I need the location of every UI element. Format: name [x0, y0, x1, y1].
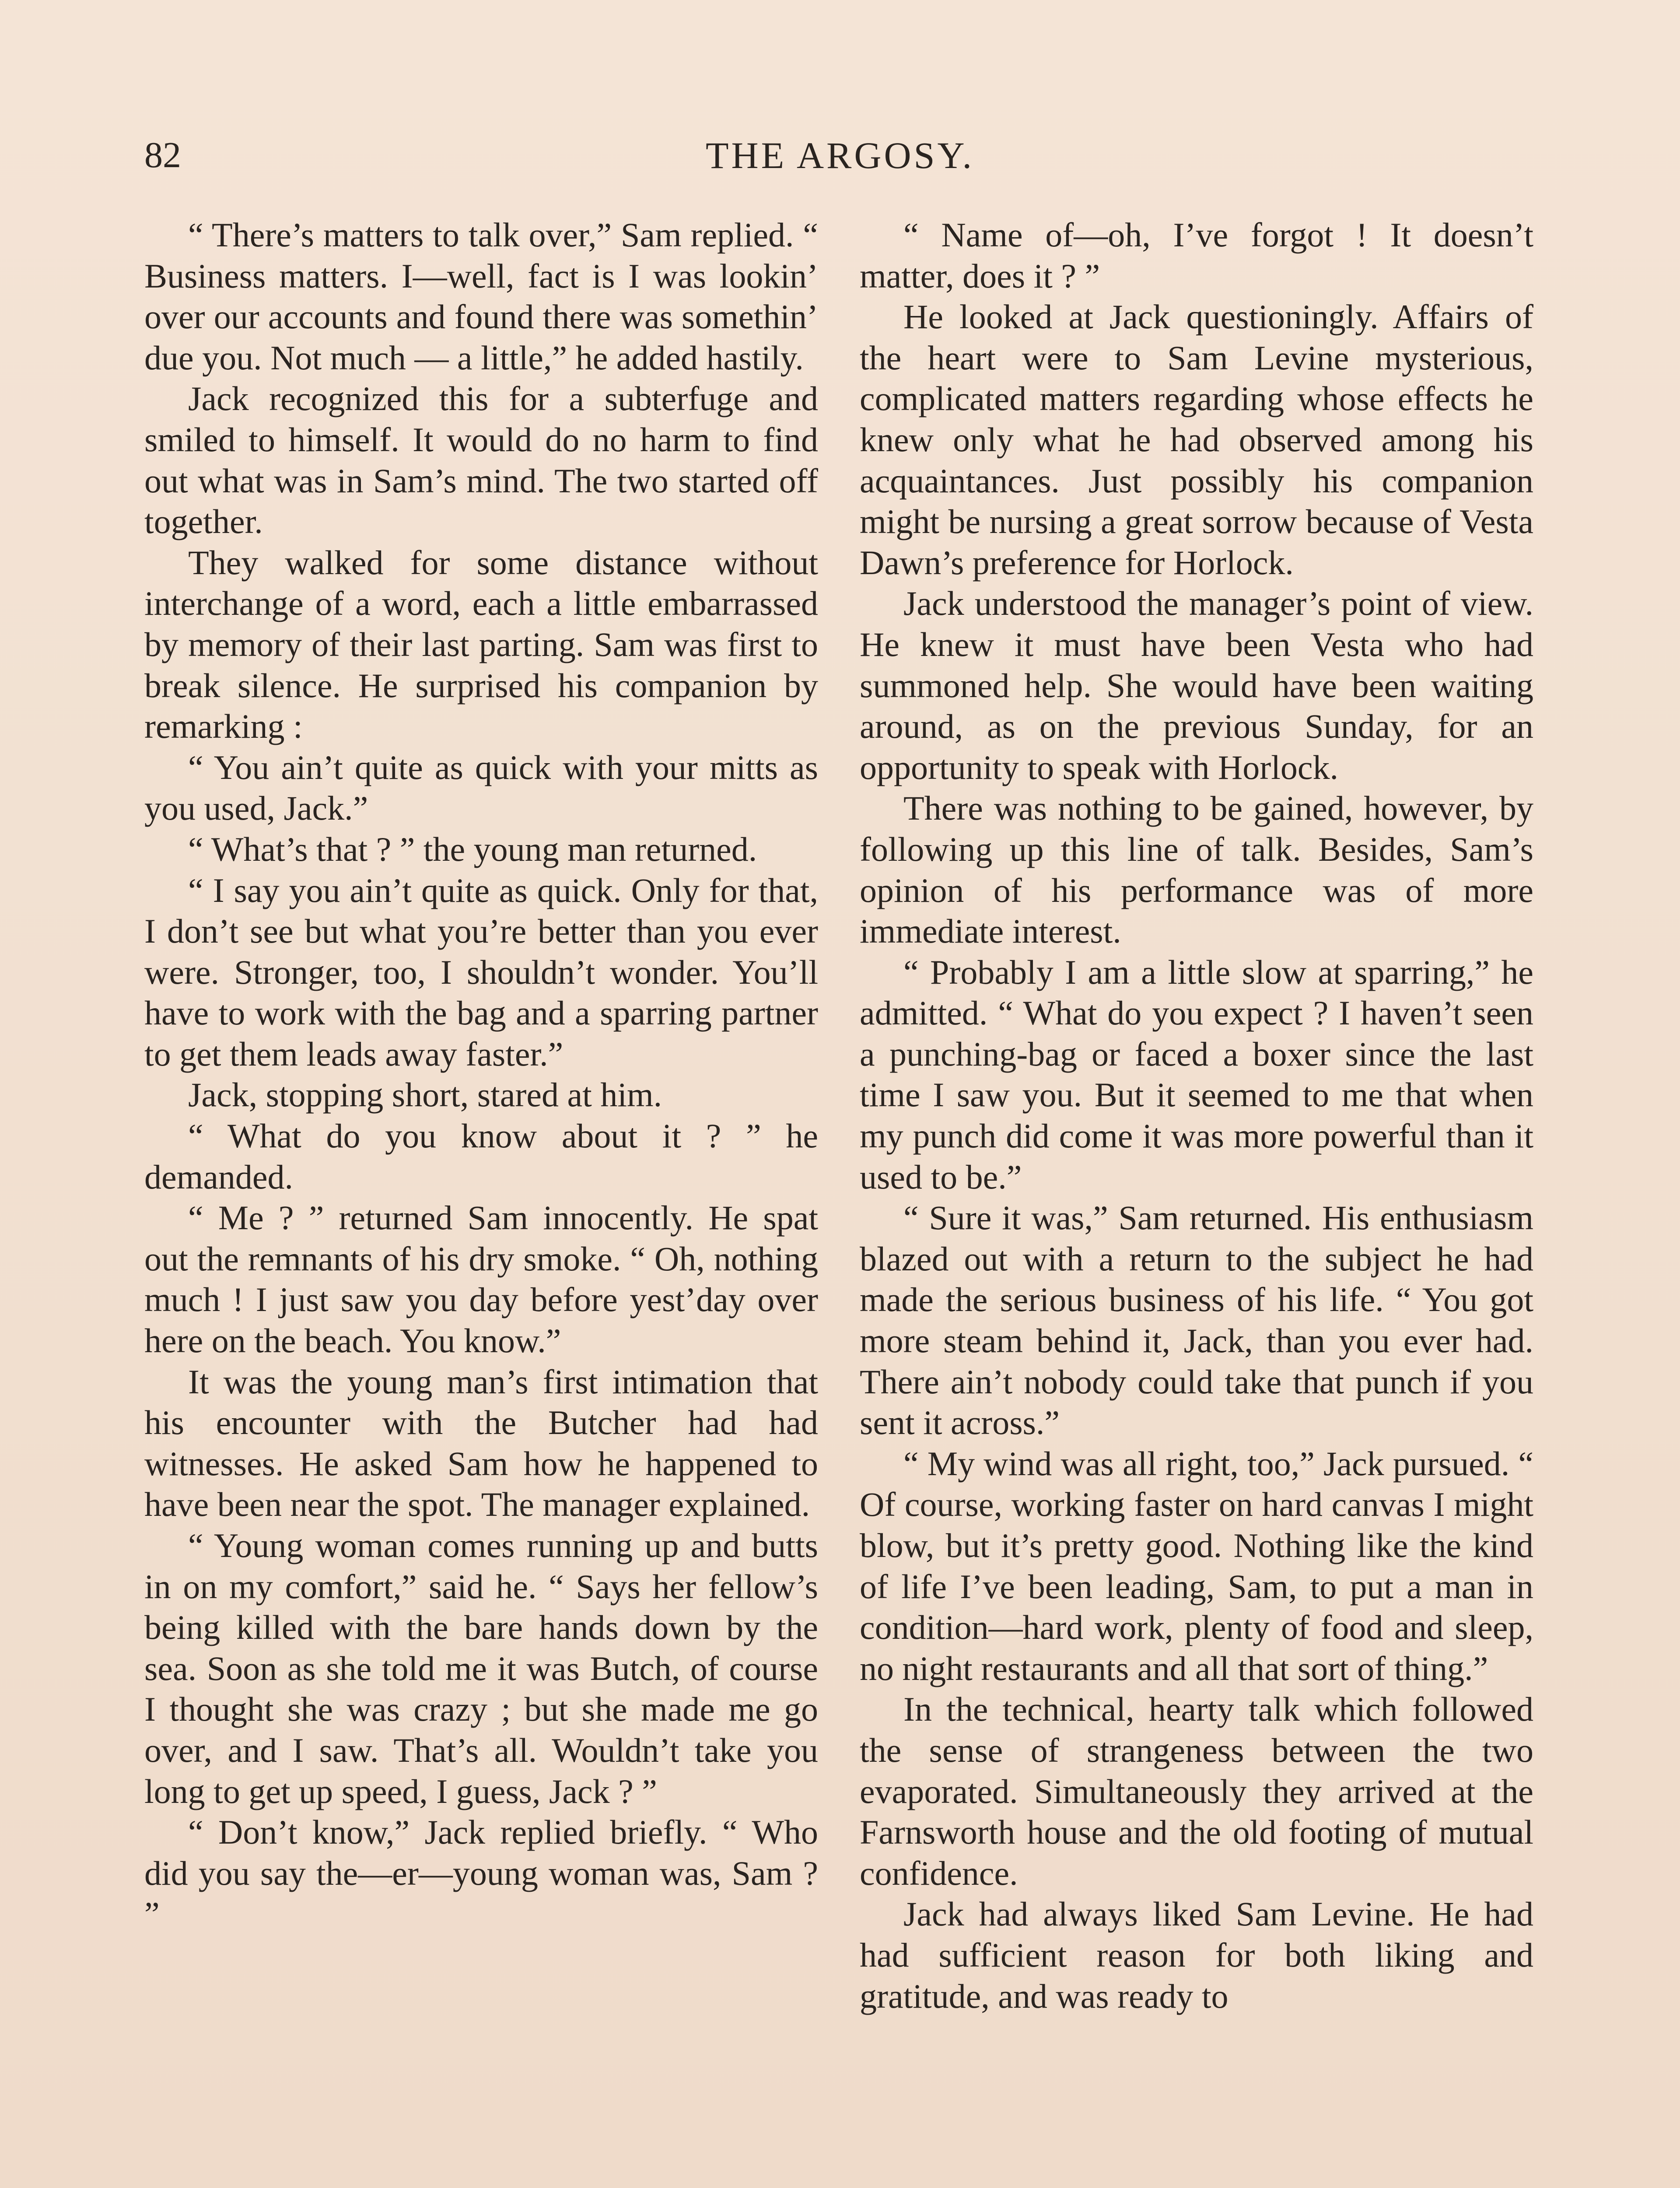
paragraph: They walked for some distance without interchange of a word, each a little embarrassed by memory of their last parting. Sam was first to break silence. He surprised his companion by remarking :: [144, 543, 818, 746]
paragraph: “ Probably I am a little slow at sparring,” he admitted. “ What do you expect ? I haven’t seen a punching-bag or faced a boxer since the last time I saw you. But it seemed to me that when my punch did come it was more powerful than it used to be.”: [860, 953, 1533, 1196]
paragraph: “ My wind was all right, too,” Jack pursued. “ Of course, working faster on hard canvas I might blow, but it’s pretty good. Nothing like the kind of life I’ve been leading, Sam, to put a man in condition—hard work, plenty of food and sleep, no night restaurants and all that sort of thing.”: [860, 1444, 1533, 1687]
page-number: 82: [144, 135, 181, 175]
paragraph: He looked at Jack questioningly. Affairs of the heart were to Sam Levine mysterious, complicated matters regarding whose effects he knew only what he had observed among his acquaintances. Just possibly his companion might be nursing a great sorrow because of Vesta Dawn’s preference for Horlock.: [860, 298, 1533, 582]
paragraph: “ What do you know about it ? ” he demanded.: [144, 1117, 818, 1196]
paragraph: Jack understood the manager’s point of view. He knew it must have been Vesta who had summoned help. She would have been waiting around, as on the previous Sunday, for an opportunity to speak with Horlock.: [860, 584, 1533, 786]
running-head-title: THE ARGOSY.: [706, 134, 974, 176]
paragraph: Jack recognized this for a subterfuge and smiled to himself. It would do no harm to find out what was in Sam’s mind. The two started off together.: [144, 379, 818, 541]
paragraph: “ Name of—oh, I’ve forgot ! It doesn’t matter, does it ? ”: [860, 216, 1533, 295]
paragraph: “ Me ? ” returned Sam innocently. He spat out the remnants of his dry smoke. “ Oh, nothing much ! I just saw you day before yest’day over here on the beach. You know.”: [144, 1199, 818, 1360]
paragraph: “ Don’t know,” Jack replied briefly. “ Who did you say the—er—young woman was, Sam ? ”: [144, 1813, 818, 1933]
paragraph: In the technical, hearty talk which followed the sense of strangeness between the two evaporated. Simultaneously they arrived at the Farnsworth house and the old footing of mutual confidence.: [860, 1690, 1533, 1892]
paragraph: Jack had always liked Sam Levine. He had had sufficient reason for both liking and gratitude, and was ready to: [860, 1895, 1533, 2015]
right-column: [860, 214, 1533, 2016]
paragraph: There was nothing to be gained, however, by following up this line of talk. Besides, Sam’s opinion of his performance was of more immediate interest.: [860, 789, 1533, 950]
paragraph: “ What’s that ? ” the young man returned.: [188, 830, 757, 868]
paragraph: It was the young man’s first intimation that his encounter with the Butcher had had witnesses. He asked Sam how he happened to have been near the spot. The manager explained.: [144, 1362, 818, 1524]
paragraph: “ I say you ain’t quite as quick. Only for that, I don’t see but what you’re better than you ever were. Stronger, too, I shouldn’t wonder. You’ll have to work with the bag and a sparring partner to get them leads away faster.”: [144, 871, 818, 1073]
paragraph: Jack, stopping short, stared at him.: [188, 1076, 662, 1114]
page-header: [144, 131, 1536, 188]
paragraph: “ Sure it was,” Sam returned. His enthusiasm blazed out with a return to the subject he had made the serious business of his life. “ You got more steam behind it, Jack, than you ever had. There ain’t nobody could take that punch if you sent it across.”: [860, 1199, 1533, 1442]
paragraph: “ You ain’t quite as quick with your mitts as you used, Jack.”: [144, 748, 818, 828]
paragraph: “ There’s matters to talk over,” Sam replied. “ Business matters. I—well, fact is I was lookin’ over our accounts and found there was somethin’ due you. Not much — a little,” he added hastily.: [144, 216, 818, 377]
paragraph: “ Young woman comes running up and butts in on my comfort,” said he. “ Says her fellow’s being killed with the bare hands down by the sea. Soon as she told me it was Butch, of course I thought she was crazy ; but she made me go over, and I saw. That’s all. Wouldn’t take you long to get up speed, I guess, Jack ? ”: [144, 1526, 818, 1810]
left-column: [144, 214, 818, 1935]
